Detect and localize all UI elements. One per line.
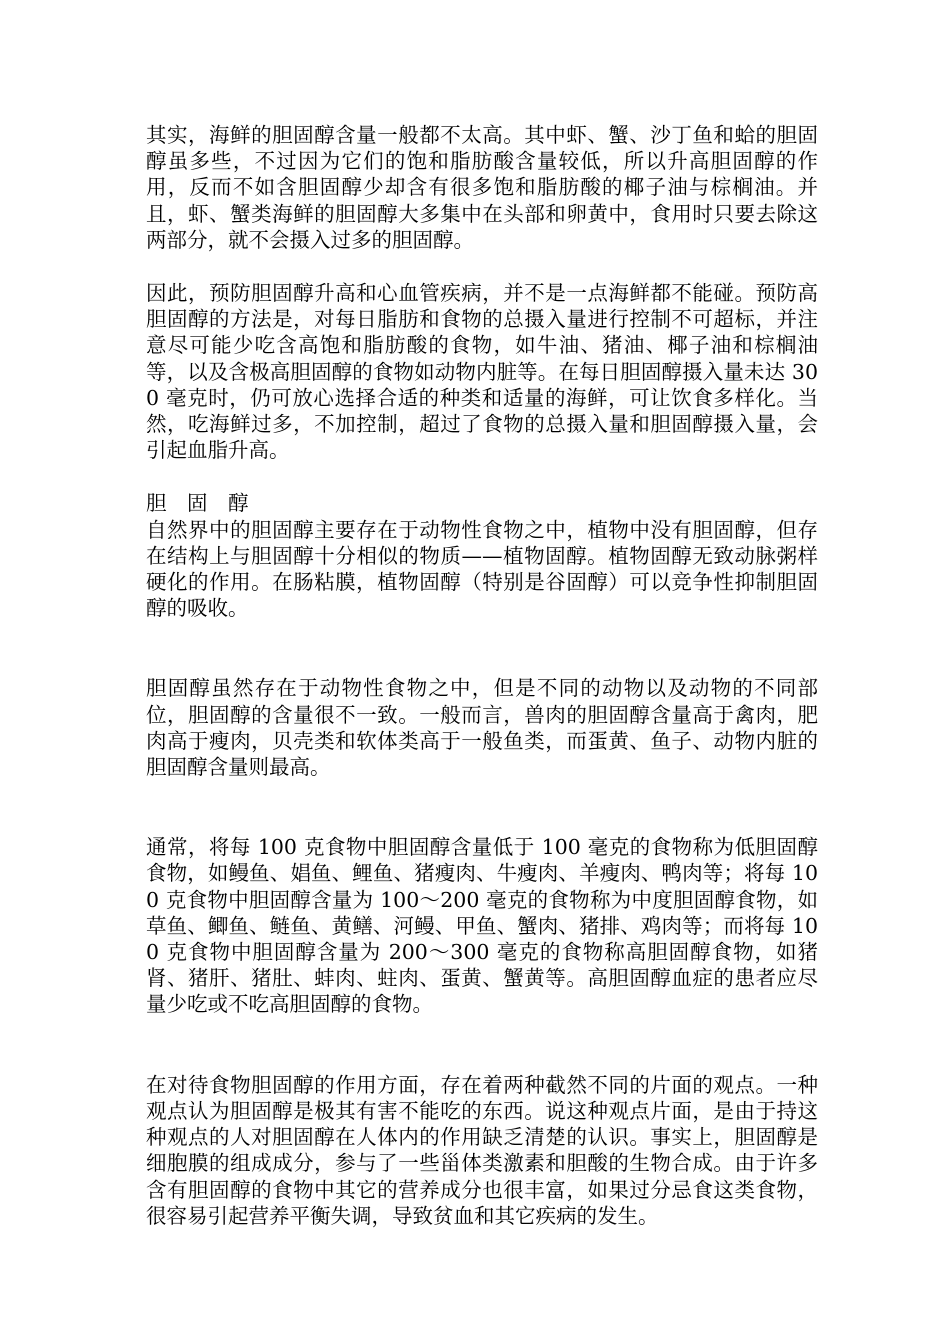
paragraph-spacer <box>146 253 818 280</box>
paragraph-food-classification: 通常，将每 100 克食物中胆固醇含量低于 100 毫克的食物称为低胆固醇食物，如鳗鱼、娼鱼、鲤鱼、猪瘦肉、牛瘦肉、羊瘦肉、鸭肉等；将每 100 克食物中胆固醇含量为 100～200 毫克的食物称为中度胆固醇食物，如草鱼、鲫鱼、鲢鱼、黄鳝、河鳗、甲鱼、蟹肉、猪排、鸡肉等；而将每 100 克食物中胆固醇含量为 200～300 毫克的食物称高胆固醇食物，如猪肾、猪肝、猪肚、蚌肉、蛀肉、蛋黄、蟹黄等。高胆固醇血症的患者应尽量少吃或不吃高胆固醇的食物。 <box>146 835 818 1017</box>
paragraph-spacer <box>146 1018 818 1072</box>
paragraph-animal-sources: 胆固醇虽然存在于动物性食物之中，但是不同的动物以及动物的不同部位，胆固醇的含量很不一致。一般而言，兽肉的胆固醇含量高于禽肉，肥肉高于瘦肉，贝壳类和软体类高于一般鱼类，而蛋黄、鱼子、动物内脏的胆固醇含量则最高。 <box>146 676 818 780</box>
paragraph-spacer <box>146 463 818 490</box>
paragraph-prevention: 因此，预防胆固醇升高和心血管疾病，并不是一点海鲜都不能碰。预防高胆固醇的方法是，对每日脂肪和食物的总摄入量进行控制不可超标，并注意尽可能少吃含高饱和脂肪酸的食物，如牛油、猪油、椰子油和棕榈油等，以及含极高胆固醇的食物如动物内脏等。在每日胆固醇摄入量未达 300 毫克时，仍可放心选择合适的种类和适量的海鲜，可让饮食多样化。当然，吃海鲜过多，不加控制，超过了食物的总摄入量和胆固醇摄入量，会引起血脂升高。 <box>146 281 818 463</box>
document-page <box>146 122 818 1229</box>
paragraph-seafood-cholesterol: 其实，海鲜的胆固醇含量一般都不太高。其中虾、蟹、沙丁鱼和蛤的胆固醇虽多些，不过因为它们的饱和脂肪酸含量较低，所以升高胆固醇的作用，反而不如含胆固醇少却含有很多饱和脂肪酸的椰子油与棕榈油。并且，虾、蟹类海鲜的胆固醇大多集中在头部和卵黄中，食用时只要去除这两部分，就不会摄入过多的胆固醇。 <box>146 123 818 252</box>
paragraph-spacer <box>146 780 818 834</box>
paragraph-spacer <box>146 621 818 675</box>
section-heading: 胆 固 醇 <box>146 491 256 516</box>
paragraph-viewpoints: 在对待食物胆固醇的作用方面，存在着两种截然不同的片面的观点。一种观点认为胆固醇是极其有害不能吃的东西。说这种观点片面，是由于持这种观点的人对胆固醇在人体内的作用缺乏清楚的认识。事实上，胆固醇是细胞膜的组成成分，参与了一些甾体类激素和胆酸的生物合成。由于许多含有胆固醇的食物中其它的营养成分也很丰富，如果过分忌食这类食物，很容易引起营养平衡失调，导致贫血和其它疾病的发生。 <box>146 1072 818 1228</box>
paragraph-plant-sterol: 自然界中的胆固醇主要存在于动物性食物之中，植物中没有胆固醇，但存在结构上与胆固醇十分相似的物质——植物固醇。植物固醇无致动脉粥样硬化的作用。在肠粘膜，植物固醇（特别是谷固醇）可以竞争性抑制胆固醇的吸收。 <box>146 517 818 621</box>
